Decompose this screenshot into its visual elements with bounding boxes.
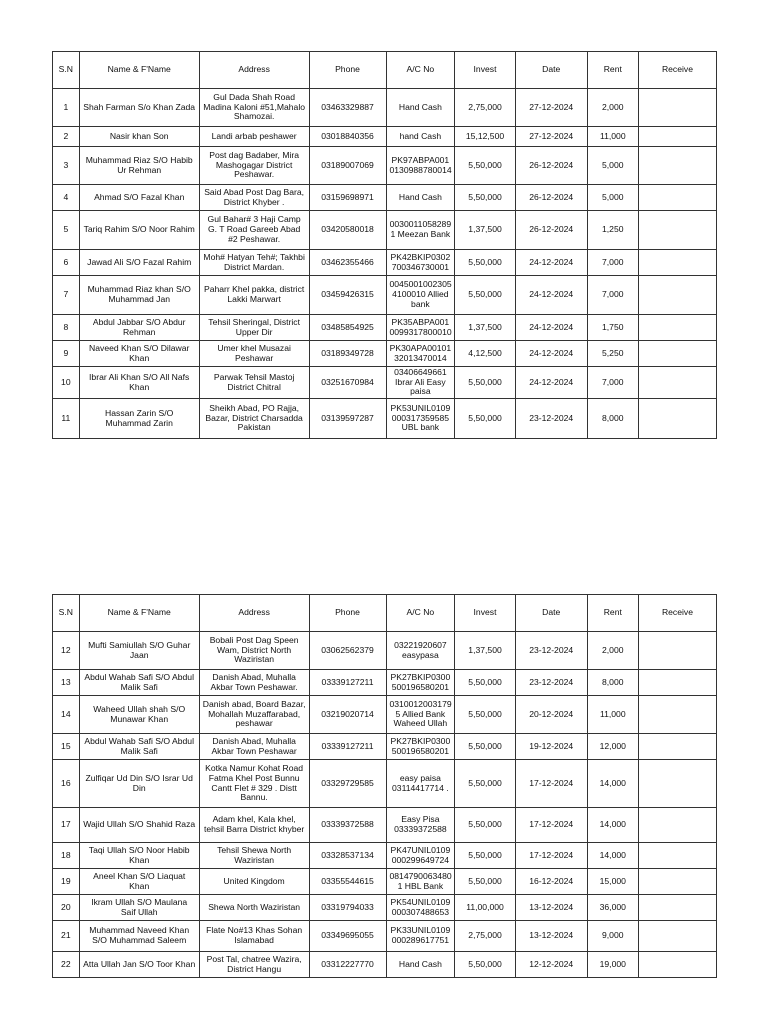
cell-ac-no: easy paisa 03114417714 . — [386, 760, 455, 808]
cell-ac-no: 0310012003179 5 Allied Bank Waheed Ullah — [386, 696, 455, 734]
cell-receive — [638, 367, 716, 399]
cell-rent: 15,000 — [587, 869, 638, 895]
cell-date: 23-12-2024 — [515, 399, 587, 439]
table-header-row — [53, 595, 717, 632]
cell-receive — [638, 843, 716, 869]
cell-rent: 14,000 — [587, 760, 638, 808]
cell-rent: 14,000 — [587, 843, 638, 869]
cell-date: 19-12-2024 — [515, 734, 587, 760]
cell-date: 16-12-2024 — [515, 869, 587, 895]
table-row — [53, 808, 717, 843]
cell-invest: 11,00,000 — [455, 895, 516, 921]
table-row — [53, 696, 717, 734]
cell-ac-no: 03406649661 Ibrar Ali Easy paisa — [386, 367, 455, 399]
cell-date: 27-12-2024 — [515, 127, 587, 147]
table-row — [53, 185, 717, 211]
cell-sn: 19 — [53, 869, 80, 895]
cell-address: Gul Bahar# 3 Haji Camp G. T Road Gareeb Abad #2 Peshawar. — [199, 211, 309, 250]
cell-date: 24-12-2024 — [515, 367, 587, 399]
cell-date: 17-12-2024 — [515, 843, 587, 869]
cell-phone: 03159698971 — [309, 185, 386, 211]
cell-phone: 03329729585 — [309, 760, 386, 808]
cell-name: Nasir khan Son — [79, 127, 199, 147]
cell-name: Ahmad S/O Fazal Khan — [79, 185, 199, 211]
cell-ac-no: PK42BKIP0302 700346730001 — [386, 250, 455, 276]
table-row — [53, 670, 717, 696]
cell-rent: 11,000 — [587, 696, 638, 734]
table-row — [53, 341, 717, 367]
cell-rent: 2,000 — [587, 632, 638, 670]
cell-receive — [638, 632, 716, 670]
table-row — [53, 367, 717, 399]
cell-receive — [638, 185, 716, 211]
cell-name: Atta Ullah Jan S/O Toor Khan — [79, 952, 199, 978]
cell-date: 27-12-2024 — [515, 89, 587, 127]
investment-table-2 — [52, 594, 717, 978]
table-body — [53, 89, 717, 439]
cell-address: Shewa North Waziristan — [199, 895, 309, 921]
table-row — [53, 760, 717, 808]
cell-invest: 5,50,000 — [455, 670, 516, 696]
cell-address: Kotka Namur Kohat Road Fatma Khel Post Bunnu Cantt Flet # 329 . Distt Bannu. — [199, 760, 309, 808]
cell-name: Abdul Wahab Safi S/O Abdul Malik Safi — [79, 734, 199, 760]
cell-date: 24-12-2024 — [515, 315, 587, 341]
cell-sn: 20 — [53, 895, 80, 921]
cell-name: Aneel Khan S/O Liaquat Khan — [79, 869, 199, 895]
cell-sn: 6 — [53, 250, 80, 276]
cell-ac-no: PK53UNIL0109 000317359585 UBL bank — [386, 399, 455, 439]
cell-receive — [638, 127, 716, 147]
cell-address: Danish abad, Board Bazar, Mohallah Muzaffarabad, peshawar — [199, 696, 309, 734]
cell-phone: 03062562379 — [309, 632, 386, 670]
cell-name: Taqi Ullah S/O Noor Habib Khan — [79, 843, 199, 869]
cell-receive — [638, 696, 716, 734]
cell-invest: 2,75,000 — [455, 89, 516, 127]
table-row — [53, 147, 717, 185]
cell-name: Muhammad Naveed Khan S/O Muhammad Saleem — [79, 921, 199, 952]
cell-rent: 9,000 — [587, 921, 638, 952]
cell-address: Umer khel Musazai Peshawar — [199, 341, 309, 367]
header-name: Name & F'Name — [79, 52, 199, 89]
cell-invest: 5,50,000 — [455, 869, 516, 895]
cell-name: Abdul Wahab Safi S/O Abdul Malik Safi — [79, 670, 199, 696]
cell-rent: 19,000 — [587, 952, 638, 978]
cell-phone: 03462355466 — [309, 250, 386, 276]
cell-invest: 5,50,000 — [455, 250, 516, 276]
cell-ac-no: Hand Cash — [386, 89, 455, 127]
cell-address: Sheikh Abad, PO Rajja, Bazar, District Charsadda Pakistan — [199, 399, 309, 439]
cell-name: Waheed Ullah shah S/O Munawar Khan — [79, 696, 199, 734]
cell-invest: 5,50,000 — [455, 696, 516, 734]
cell-phone: 03251670984 — [309, 367, 386, 399]
cell-phone: 03485854925 — [309, 315, 386, 341]
cell-address: Danish Abad, Muhalla Akbar Town Peshawar. — [199, 670, 309, 696]
cell-invest: 5,50,000 — [455, 367, 516, 399]
cell-sn: 8 — [53, 315, 80, 341]
cell-receive — [638, 315, 716, 341]
cell-ac-no: Hand Cash — [386, 952, 455, 978]
table-row — [53, 843, 717, 869]
cell-address: Flate No#13 Khas Sohan Islamabad — [199, 921, 309, 952]
cell-date: 17-12-2024 — [515, 760, 587, 808]
cell-ac-no: PK33UNIL0109 000289617751 — [386, 921, 455, 952]
cell-receive — [638, 341, 716, 367]
cell-invest: 1,37,500 — [455, 211, 516, 250]
cell-name: Naveed Khan S/O Dilawar Khan — [79, 341, 199, 367]
cell-sn: 18 — [53, 843, 80, 869]
cell-date: 26-12-2024 — [515, 147, 587, 185]
cell-address: United Kingdom — [199, 869, 309, 895]
cell-phone: 03355544615 — [309, 869, 386, 895]
cell-name: Zulfiqar Ud Din S/O Israr Ud Din — [79, 760, 199, 808]
cell-name: Ikram Ullah S/O Maulana Saif Ullah — [79, 895, 199, 921]
cell-ac-no: PK47UNIL0109 000299649724 — [386, 843, 455, 869]
cell-ac-no: PK54UNIL0109 000307488653 — [386, 895, 455, 921]
cell-sn: 10 — [53, 367, 80, 399]
cell-rent: 1,750 — [587, 315, 638, 341]
cell-sn: 7 — [53, 276, 80, 315]
cell-address: Danish Abad, Muhalla Akbar Town Peshawar — [199, 734, 309, 760]
cell-rent: 14,000 — [587, 808, 638, 843]
cell-name: Ibrar Ali Khan S/O All Nafs Khan — [79, 367, 199, 399]
cell-name: Shah Farman S/o Khan Zada — [79, 89, 199, 127]
cell-date: 26-12-2024 — [515, 211, 587, 250]
cell-address: Tehsil Sheringal, District Upper Dir — [199, 315, 309, 341]
cell-address: Parwak Tehsil Mastoj District Chitral — [199, 367, 309, 399]
cell-address: Said Abad Post Dag Bara, District Khyber . — [199, 185, 309, 211]
cell-sn: 9 — [53, 341, 80, 367]
table-body — [53, 632, 717, 978]
cell-phone: 03339372588 — [309, 808, 386, 843]
cell-receive — [638, 147, 716, 185]
table-row — [53, 632, 717, 670]
cell-sn: 17 — [53, 808, 80, 843]
cell-date: 13-12-2024 — [515, 895, 587, 921]
table-row — [53, 399, 717, 439]
cell-phone: 03349695055 — [309, 921, 386, 952]
cell-phone: 03189349728 — [309, 341, 386, 367]
cell-invest: 5,50,000 — [455, 760, 516, 808]
header-address: Address — [199, 595, 309, 632]
cell-invest: 5,50,000 — [455, 399, 516, 439]
cell-sn: 21 — [53, 921, 80, 952]
cell-sn: 13 — [53, 670, 80, 696]
cell-rent: 2,000 — [587, 89, 638, 127]
cell-rent: 5,000 — [587, 147, 638, 185]
cell-rent: 5,250 — [587, 341, 638, 367]
header-phone: Phone — [309, 595, 386, 632]
cell-phone: 03189007069 — [309, 147, 386, 185]
cell-receive — [638, 399, 716, 439]
header-ac-no: A/C No — [386, 595, 455, 632]
cell-address: Paharr Khel pakka, district Lakki Marwart — [199, 276, 309, 315]
cell-invest: 5,50,000 — [455, 185, 516, 211]
cell-receive — [638, 895, 716, 921]
cell-sn: 5 — [53, 211, 80, 250]
cell-sn: 16 — [53, 760, 80, 808]
table-row — [53, 734, 717, 760]
cell-phone: 03339127211 — [309, 670, 386, 696]
cell-ac-no: Hand Cash — [386, 185, 455, 211]
cell-name: Wajid Ullah S/O Shahid Raza — [79, 808, 199, 843]
cell-ac-no: hand Cash — [386, 127, 455, 147]
cell-invest: 5,50,000 — [455, 147, 516, 185]
cell-invest: 5,50,000 — [455, 843, 516, 869]
cell-name: Abdul Jabbar S/O Abdur Rehman — [79, 315, 199, 341]
cell-sn: 11 — [53, 399, 80, 439]
cell-receive — [638, 670, 716, 696]
cell-rent: 11,000 — [587, 127, 638, 147]
cell-date: 20-12-2024 — [515, 696, 587, 734]
header-receive: Receive — [638, 595, 716, 632]
cell-phone: 03420580018 — [309, 211, 386, 250]
header-receive: Receive — [638, 52, 716, 89]
cell-ac-no: 03221920607 easypasa — [386, 632, 455, 670]
cell-ac-no: PK27BKIP0300 500196580201 — [386, 734, 455, 760]
cell-receive — [638, 276, 716, 315]
header-sn: S.N — [53, 595, 80, 632]
cell-phone: 03459426315 — [309, 276, 386, 315]
cell-ac-no: 0030011058289 1 Meezan Bank — [386, 211, 455, 250]
cell-rent: 8,000 — [587, 670, 638, 696]
cell-name: Muhammad Riaz khan S/O Muhammad Jan — [79, 276, 199, 315]
cell-receive — [638, 921, 716, 952]
cell-sn: 2 — [53, 127, 80, 147]
cell-rent: 36,000 — [587, 895, 638, 921]
cell-rent: 1,250 — [587, 211, 638, 250]
cell-invest: 5,50,000 — [455, 734, 516, 760]
cell-date: 24-12-2024 — [515, 250, 587, 276]
cell-receive — [638, 952, 716, 978]
header-phone: Phone — [309, 52, 386, 89]
cell-sn: 4 — [53, 185, 80, 211]
cell-rent: 12,000 — [587, 734, 638, 760]
table-row — [53, 250, 717, 276]
cell-invest: 4,12,500 — [455, 341, 516, 367]
cell-ac-no: PK27BKIP0300 500196580201 — [386, 670, 455, 696]
cell-address: Bobali Post Dag Speen Wam, District North Waziristan — [199, 632, 309, 670]
cell-address: Post Tal, chatree Wazira, District Hangu — [199, 952, 309, 978]
table-row — [53, 211, 717, 250]
cell-sn: 22 — [53, 952, 80, 978]
header-date: Date — [515, 595, 587, 632]
cell-name: Jawad Ali S/O Fazal Rahim — [79, 250, 199, 276]
table-row — [53, 127, 717, 147]
table-row — [53, 921, 717, 952]
cell-name: Muhammad Riaz S/O Habib Ur Rehman — [79, 147, 199, 185]
cell-ac-no: PK97ABPA001 0130988780014 — [386, 147, 455, 185]
cell-sn: 14 — [53, 696, 80, 734]
header-invest: Invest — [455, 595, 516, 632]
cell-invest: 2,75,000 — [455, 921, 516, 952]
cell-address: Moh# Hatyan Teh#; Takhbi District Mardan. — [199, 250, 309, 276]
cell-invest: 5,50,000 — [455, 952, 516, 978]
header-rent: Rent — [587, 52, 638, 89]
cell-ac-no: 0814790063480 1 HBL Bank — [386, 869, 455, 895]
cell-receive — [638, 734, 716, 760]
cell-invest: 1,37,500 — [455, 315, 516, 341]
cell-ac-no: PK30APA00101 32013470014 — [386, 341, 455, 367]
cell-phone: 03319794033 — [309, 895, 386, 921]
cell-ac-no: Easy Pisa 03339372588 — [386, 808, 455, 843]
cell-date: 24-12-2024 — [515, 276, 587, 315]
cell-phone: 03018840356 — [309, 127, 386, 147]
cell-receive — [638, 211, 716, 250]
cell-receive — [638, 250, 716, 276]
cell-ac-no: PK35ABPA001 0099317800010 — [386, 315, 455, 341]
cell-phone: 03463329887 — [309, 89, 386, 127]
cell-phone: 03219020714 — [309, 696, 386, 734]
cell-rent: 5,000 — [587, 185, 638, 211]
header-date: Date — [515, 52, 587, 89]
cell-name: Hassan Zarin S/O Muhammad Zarin — [79, 399, 199, 439]
cell-address: Tehsil Shewa North Waziristan — [199, 843, 309, 869]
cell-phone: 03139597287 — [309, 399, 386, 439]
cell-sn: 1 — [53, 89, 80, 127]
table-row — [53, 895, 717, 921]
header-ac-no: A/C No — [386, 52, 455, 89]
table-row — [53, 952, 717, 978]
cell-address: Gul Dada Shah Road Madina Kaloni #51,Mahalo Shamozai. — [199, 89, 309, 127]
table-row — [53, 315, 717, 341]
cell-invest: 15,12,500 — [455, 127, 516, 147]
cell-address: Landi arbab peshawer — [199, 127, 309, 147]
cell-sn: 15 — [53, 734, 80, 760]
cell-address: Adam khel, Kala khel, tehsil Barra District khyber — [199, 808, 309, 843]
cell-rent: 7,000 — [587, 250, 638, 276]
header-invest: Invest — [455, 52, 516, 89]
cell-address: Post dag Badaber, Mira Mashogagar District Peshawar. — [199, 147, 309, 185]
table-row — [53, 276, 717, 315]
cell-phone: 03312227770 — [309, 952, 386, 978]
cell-invest: 1,37,500 — [455, 632, 516, 670]
cell-receive — [638, 869, 716, 895]
header-rent: Rent — [587, 595, 638, 632]
cell-sn: 12 — [53, 632, 80, 670]
cell-invest: 5,50,000 — [455, 276, 516, 315]
cell-name: Mufti Samiullah S/O Guhar Jaan — [79, 632, 199, 670]
cell-invest: 5,50,000 — [455, 808, 516, 843]
cell-name: Tariq Rahim S/O Noor Rahim — [79, 211, 199, 250]
cell-date: 23-12-2024 — [515, 670, 587, 696]
cell-ac-no: 0045001002305 4100010 Allied bank — [386, 276, 455, 315]
header-address: Address — [199, 52, 309, 89]
cell-date: 12-12-2024 — [515, 952, 587, 978]
cell-sn: 3 — [53, 147, 80, 185]
cell-rent: 7,000 — [587, 367, 638, 399]
cell-receive — [638, 89, 716, 127]
table-header-row — [53, 52, 717, 89]
cell-date: 23-12-2024 — [515, 632, 587, 670]
cell-date: 17-12-2024 — [515, 808, 587, 843]
header-name: Name & F'Name — [79, 595, 199, 632]
cell-phone: 03328537134 — [309, 843, 386, 869]
investment-table-1 — [52, 51, 717, 439]
table-row — [53, 89, 717, 127]
cell-rent: 8,000 — [587, 399, 638, 439]
cell-rent: 7,000 — [587, 276, 638, 315]
cell-phone: 03339127211 — [309, 734, 386, 760]
cell-date: 26-12-2024 — [515, 185, 587, 211]
cell-date: 24-12-2024 — [515, 341, 587, 367]
cell-date: 13-12-2024 — [515, 921, 587, 952]
cell-receive — [638, 808, 716, 843]
cell-receive — [638, 760, 716, 808]
table-row — [53, 869, 717, 895]
header-sn: S.N — [53, 52, 80, 89]
